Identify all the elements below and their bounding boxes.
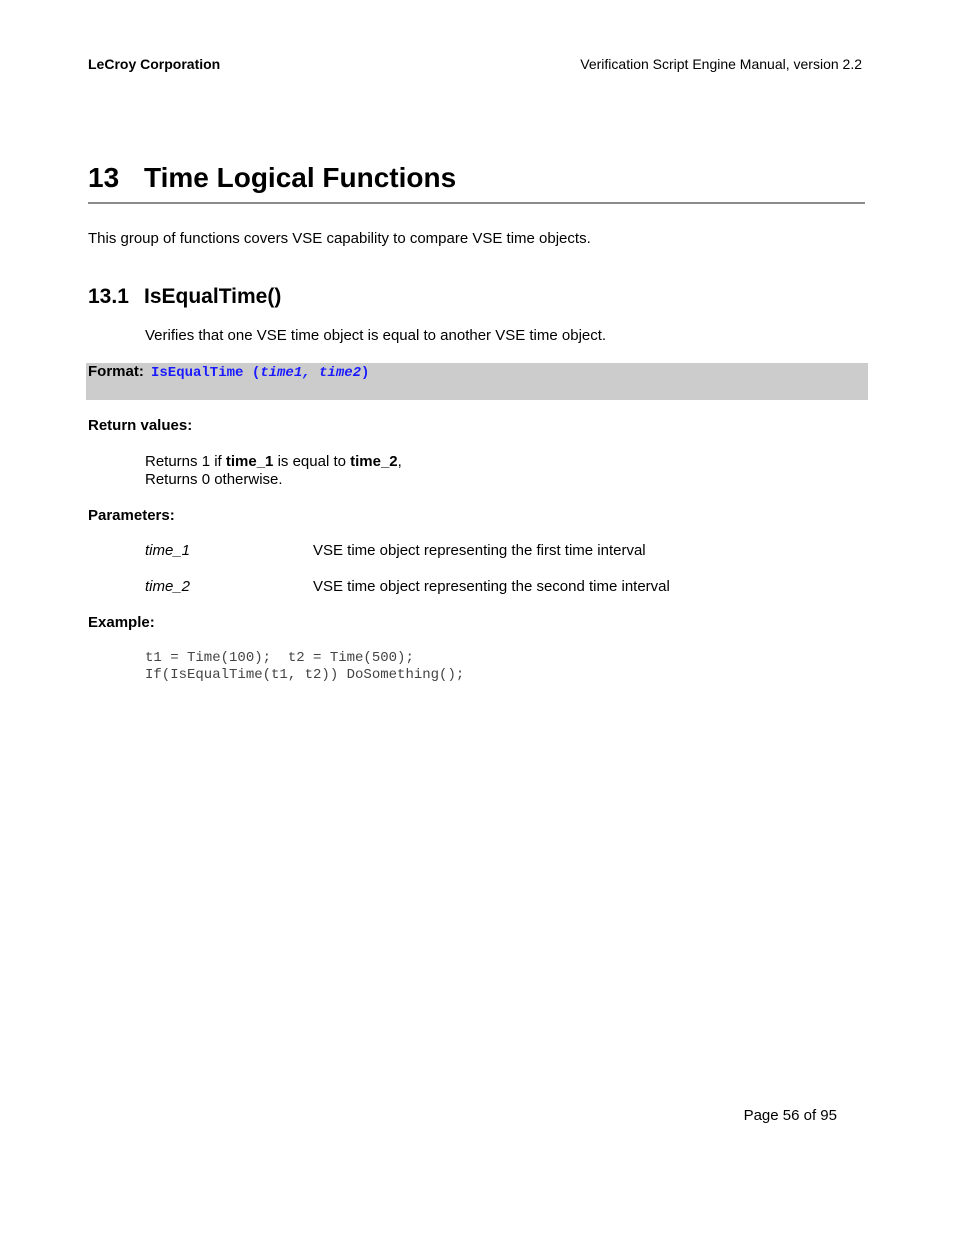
format-label: Format: (88, 363, 144, 380)
param-desc-2: VSE time object representing the second time interval (313, 578, 670, 595)
format-args: time1, time2 (260, 365, 362, 381)
param-desc-1: VSE time object representing the first time interval (313, 542, 646, 559)
section-heading (88, 284, 281, 310)
header-manual-title: Verification Script Engine Manual, version 2.2 (580, 56, 862, 72)
return-value-line-1 (145, 453, 402, 471)
return-text-a: Returns 1 if (145, 453, 226, 470)
param-name-2: time_2 (145, 578, 191, 595)
section-number: 13.1 (88, 285, 129, 308)
example-label: Example: (88, 614, 155, 631)
format-signature (151, 364, 369, 382)
return-param-1: time_1 (225, 453, 274, 470)
chapter-title: Time Logical Functions (144, 162, 457, 193)
page-number: Page 56 of 95 (743, 1107, 837, 1124)
header-company: LeCroy Corporation (88, 56, 221, 72)
section-description: Verifies that one VSE time object is equal to another VSE time object. (145, 327, 607, 344)
chapter-number: 13 (88, 162, 120, 193)
return-param-2: time_2 (350, 453, 398, 470)
param-name-1: time_1 (145, 542, 191, 559)
example-code-line-1: t1 = Time(100); t2 = Time(500); (145, 650, 414, 666)
chapter-rule (88, 202, 865, 204)
format-close: ) (361, 365, 370, 381)
chapter-intro: This group of functions covers VSE capability to compare VSE time objects. (88, 230, 591, 247)
return-text-c: is equal to (273, 453, 351, 470)
example-code-line-2: If(IsEqualTime(t1, t2)) DoSomething(); (145, 667, 465, 683)
return-value-line-2: Returns 0 otherwise. (145, 471, 283, 488)
format-function: IsEqualTime ( (151, 365, 261, 381)
section-title: IsEqualTime() (144, 285, 282, 308)
parameters-label: Parameters: (88, 507, 175, 524)
return-values-label: Return values: (88, 417, 193, 434)
chapter-heading (88, 160, 456, 196)
return-text-e: , (397, 453, 402, 470)
